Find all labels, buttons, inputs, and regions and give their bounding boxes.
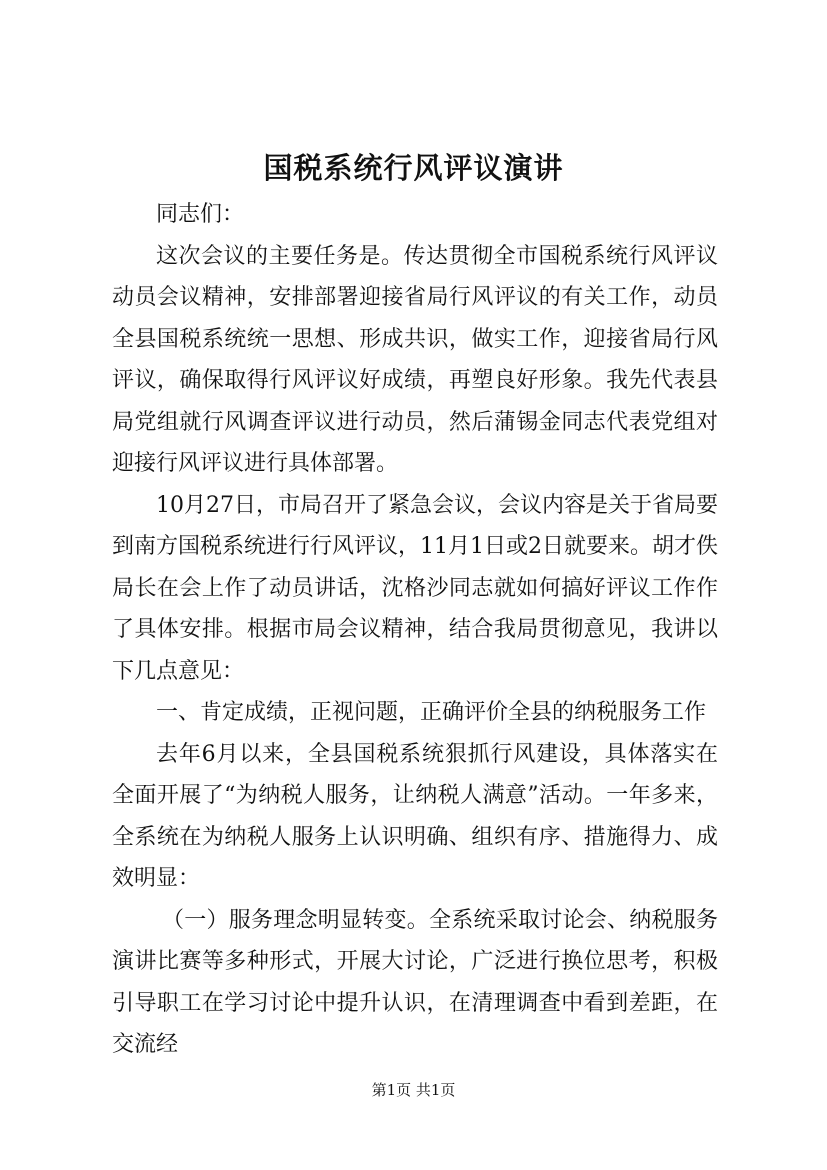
document-body [112, 194, 718, 1066]
body-paragraph: 10月27日，市局召开了紧急会议，会议内容是关于省局要到南方国税系统进行行风评议，11月1日或2日就要来。胡才佚局长在会上作了动员讲话，沈格沙同志就如何搞好评议工作作了具体安排。根据市局会议精神，结合我局贯彻意见，我讲以下几点意见： [112, 492, 718, 684]
section-heading: 一、肯定成绩，正视问题，正确评价全县的纳税服务工作 [156, 700, 707, 725]
body-paragraph: 这次会议的主要任务是。传达贯彻全市国税系统行风评议动员会议精神，安排部署迎接省局行风评议的有关工作，动员全县国税系统统一思想、形成共识，做实工作，迎接省局行风评议，确保取得行风评议好成绩，再塑良好形象。我先代表县局党组就行风调查评议进行动员，然后蒲锡金同志代表党组对迎接行风评议进行具体部署。 [112, 243, 718, 476]
page-footer: 第1页 共1页 [371, 1081, 456, 1099]
subsection-paragraph: （一）服务理念明显转变。全系统采取讨论会、纳税服务演讲比赛等多种形式，开展大讨论，广泛进行换位思考，积极引导职工在学习讨论中提升认识，在清理调查中看到差距，在交流经 [112, 907, 718, 1057]
body-paragraph: 去年6月以来，全县国税系统狠抓行风建设，具体落实在全面开展了“为纳税人服务，让纳税人满意”活动。一年多来，全系统在为纳税人服务上认识明确、组织有序、措施得力、成效明显： [112, 741, 718, 891]
salutation-paragraph: 同志们： [156, 202, 245, 227]
document-title: 国税系统行风评议演讲 [263, 151, 564, 185]
